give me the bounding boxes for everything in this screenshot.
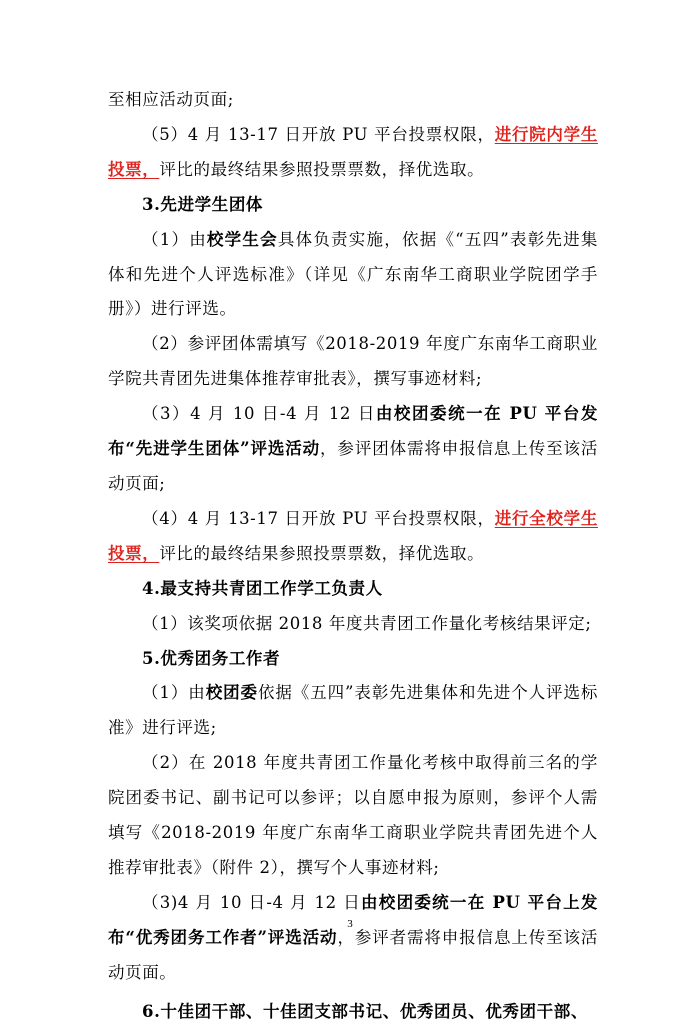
highlight-text: 进行院内学生投票， [108, 124, 598, 179]
paragraph-pu-release [108, 886, 598, 991]
section-heading-4: 4.最支持共青团工作学工负责人 [142, 578, 383, 598]
paragraph-text: （3）4 月 10 日-4 月 12 日 [142, 404, 376, 424]
paragraph-text: （4）4 月 13-17 日开放 PU 平台投票权限， [142, 508, 495, 528]
paragraph-text: 具体负责实施，依据《“五四”表彰先进集体和先进个人评选标准》（详见《广东南华工商职业学院团学手册》）进行评选。 [108, 229, 598, 319]
paragraph-voting-school [108, 502, 598, 572]
bold-text: 校团委 [205, 683, 258, 703]
paragraph-text: 评比的最终结果参照投票票数，择优选取。 [159, 543, 485, 563]
paragraph-text: （3)4 月 10 日-4 月 12 日 [142, 892, 361, 912]
bold-text: 校学生会 [206, 229, 278, 249]
bold-text: 由校团委统一在 PU 平台上发布“优秀团务工作者”评选活动 [108, 892, 598, 947]
document-body [108, 83, 598, 1029]
paragraph-voting-college [108, 118, 598, 188]
paragraph-text: 至相应活动页面; [108, 90, 234, 109]
paragraph-text: （1）该奖项依据 2018 年度共青团工作量化考核结果评定; [142, 613, 592, 633]
paragraph-text: ，参评者需将申报信息上传至该活动页面。 [108, 927, 598, 982]
paragraph-text: （1）由 [142, 229, 207, 249]
paragraph-text: （5）4 月 13-17 日开放 PU 平台投票权限， [142, 124, 495, 144]
paragraph-award-basis [108, 607, 598, 642]
bold-text: 由校团委统一在 PU 平台发布“先进学生团体”评选活动 [108, 404, 599, 459]
highlight-text: 进行全校学生投票， [108, 508, 598, 563]
section-heading-6: 6.十佳团干部、十佳团支部书记、优秀团员、优秀团干部、 [142, 1001, 588, 1021]
paragraph-eligibility [108, 746, 598, 886]
paragraph-text: （1）由 [142, 683, 206, 703]
paragraph-league-committee [108, 676, 598, 746]
paragraph-text: ，参评团体需将申报信息上传至该活动页面; [108, 439, 598, 493]
paragraph-text: （2）参评团体需填写《2018-2019 年度广东南华工商职业学院共青团先进集体推荐审批表》，撰写事迹材料; [108, 334, 598, 389]
section-heading-5: 5.优秀团务工作者 [142, 648, 281, 668]
paragraph-pu-platform [108, 397, 598, 502]
paragraph-application-form [108, 327, 598, 397]
paragraph-text: 评比的最终结果参照投票票数，择优选取。 [159, 159, 485, 179]
paragraph-student-union [108, 223, 598, 328]
page-number: 3 [347, 918, 353, 930]
paragraph-text: 依据《五四”表彰先进集体和先进个人评选标准》进行评选; [108, 683, 598, 738]
paragraph-text: （2）在 2018 年度共青团工作量化考核中取得前三名的学院团委书记、副书记可以参评；以自愿申报为原则，参评个人需填写《2018-2019 年度广东南华工商职业学院共青团先进个人推荐审批表》（附件 2），撰写个人事迹材料; [108, 753, 598, 877]
paragraph-continuation [108, 83, 598, 118]
section-heading-3: 3.先进学生团体 [142, 194, 264, 214]
